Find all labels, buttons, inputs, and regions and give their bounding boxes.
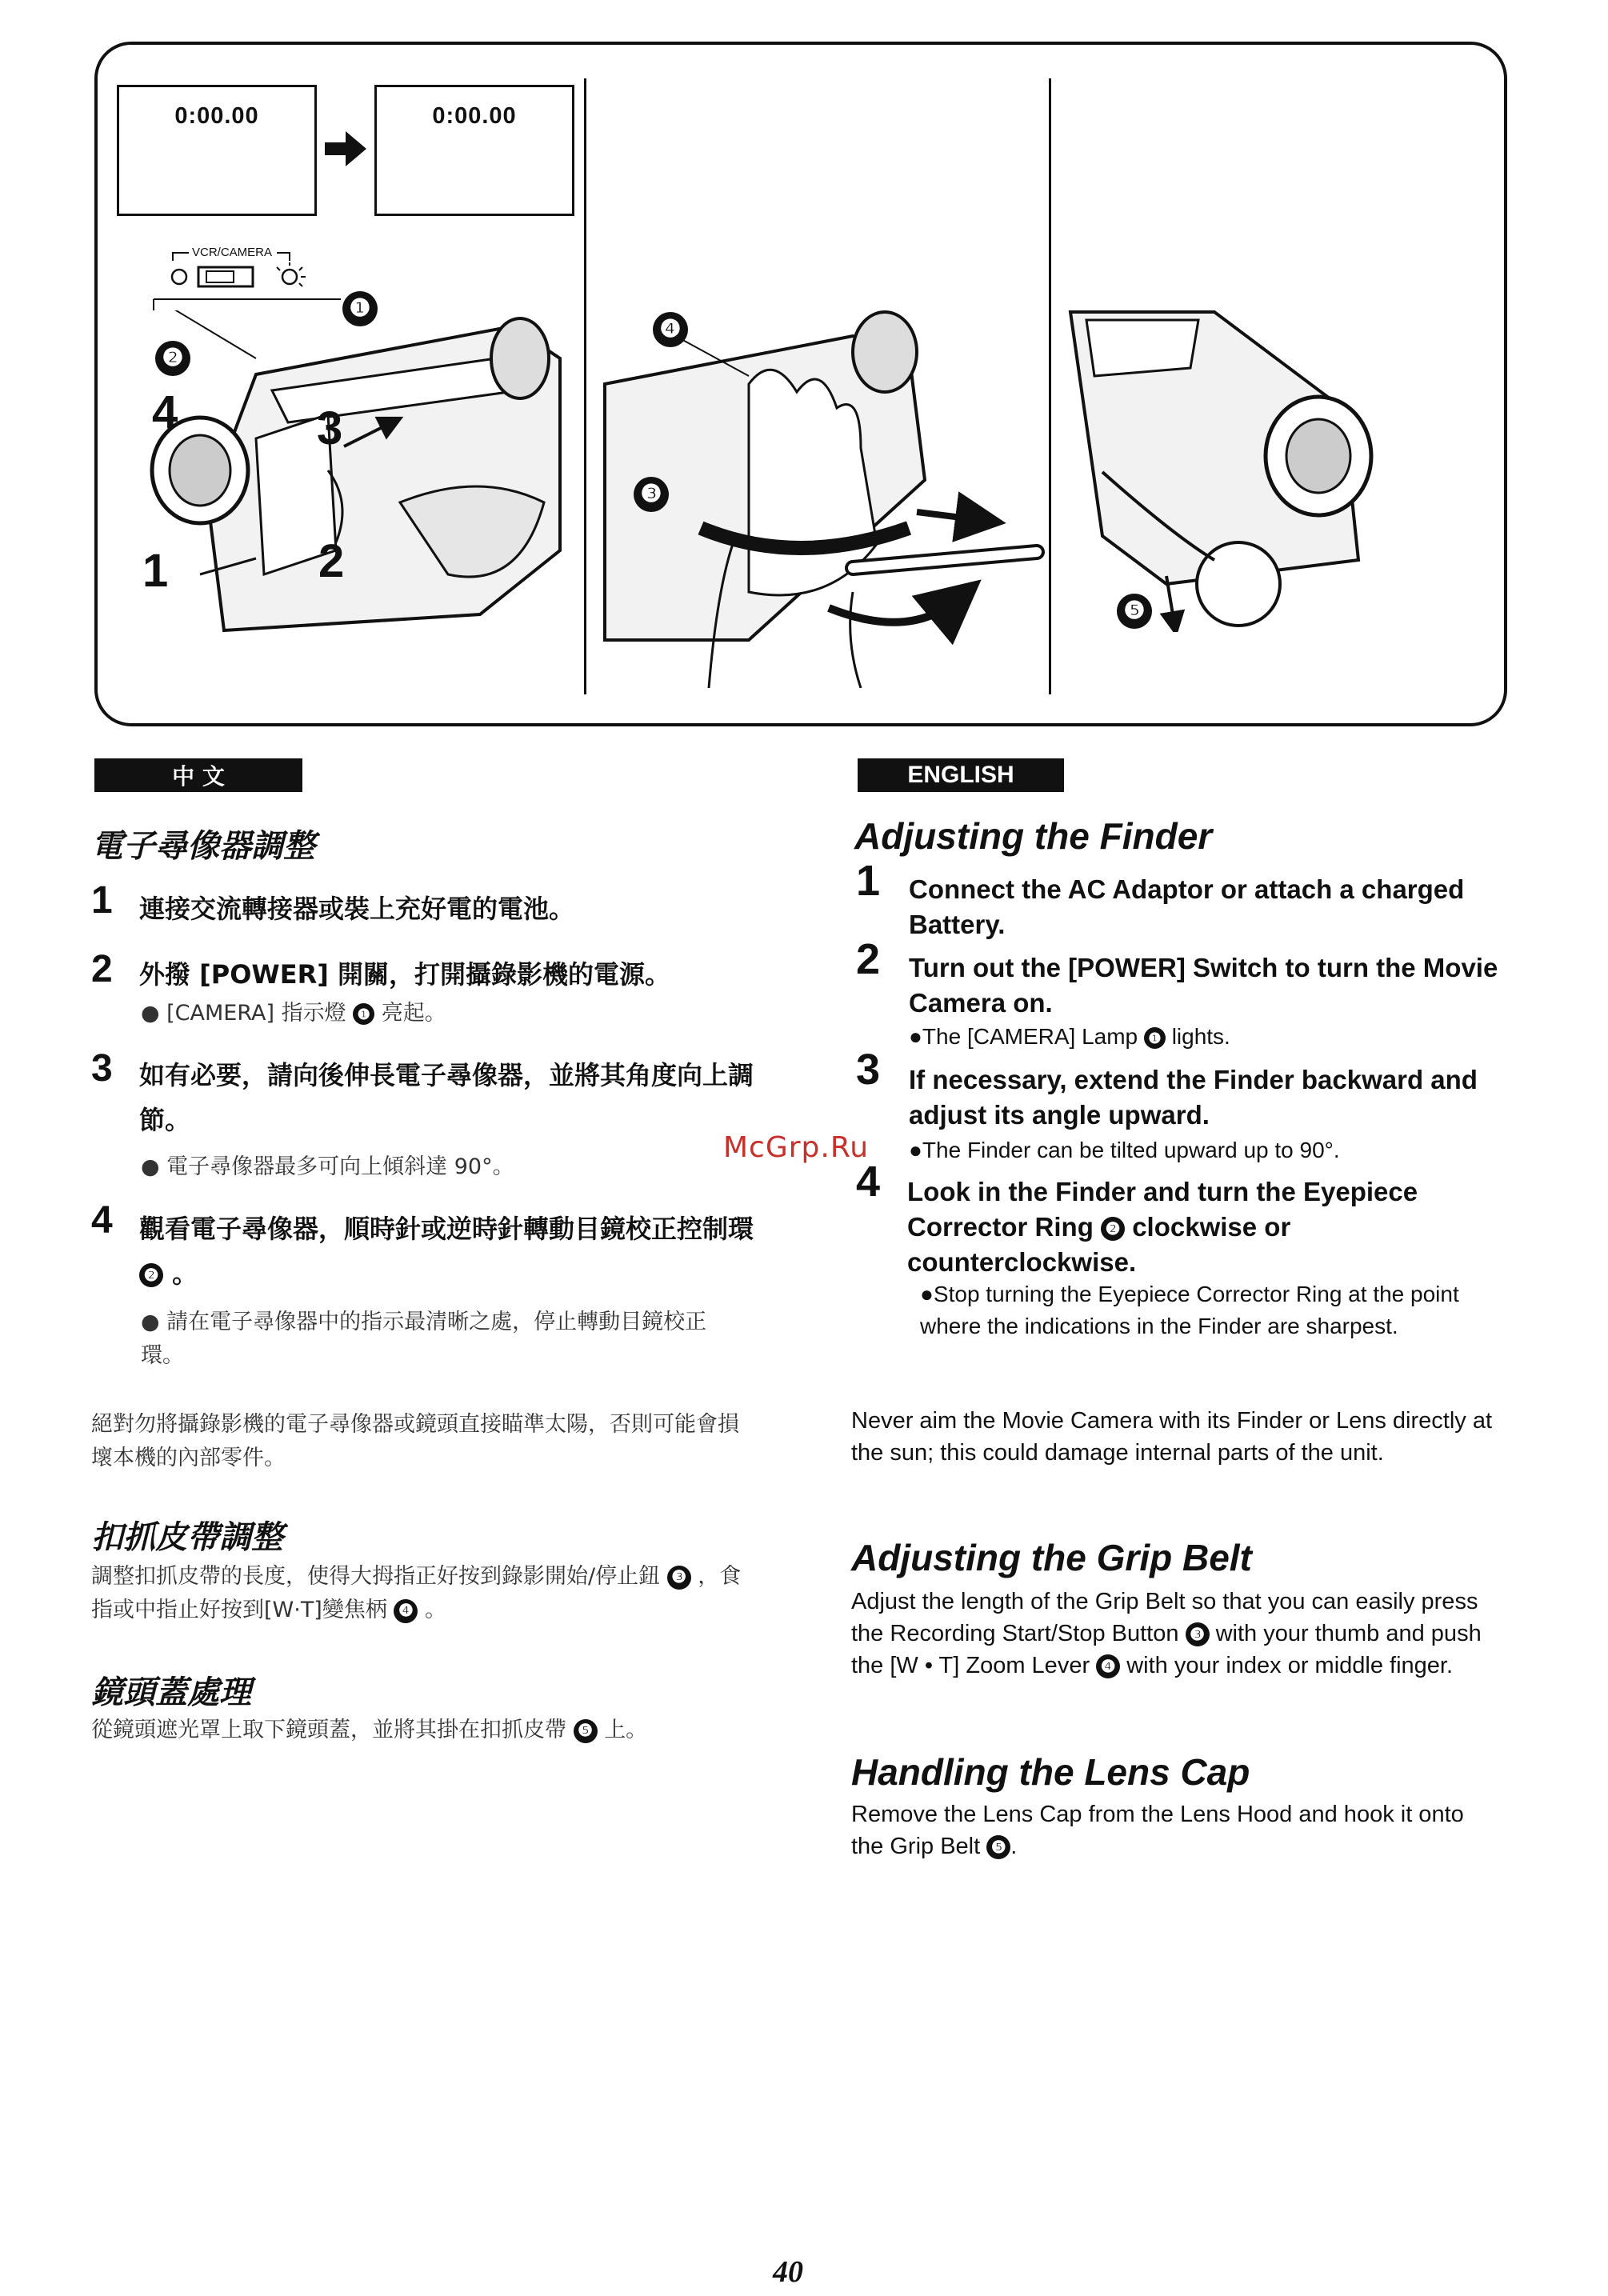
en-step2-note [909, 1021, 1501, 1053]
zh-step2-note [141, 997, 773, 1030]
en-step3-note: ●The Finder can be tilted upward up to 90°. [909, 1138, 1340, 1162]
en-step2-text: Turn out the [POWER] Switch to turn the Movie Camera on. [909, 953, 1498, 1018]
en-step4-text-a: Look in the Finder and turn the Eyepiece Corrector Ring [907, 1177, 1418, 1242]
page-number: 40 [773, 2255, 803, 2289]
en-step2-note-b: lights. [1171, 1024, 1230, 1049]
lens-cap-illustration [1054, 296, 1390, 632]
zh-cap-text-a: 從鏡頭遮光罩上取下鏡頭蓋，並將其掛在扣抓皮帶 [91, 1718, 566, 1742]
display-before [117, 85, 317, 216]
arrow-right-icon [322, 125, 370, 173]
zh-step4-text [139, 1206, 755, 1296]
zh-step3-text: 如有必要，請向後伸長電子尋像器，並將其角度向上調節。 [139, 1060, 754, 1135]
marker-step-4: 4 [152, 386, 178, 438]
callout-2-inline-en: ❷ [1101, 1217, 1125, 1241]
en-step4-text [907, 1174, 1515, 1280]
zh-step2-number: 2 [91, 948, 113, 990]
camcorder-illustration-1 [144, 310, 576, 646]
zh-step4-number: 4 [91, 1199, 113, 1242]
en-grip-text-b: with your thumb and push the [W • T] Zoom Lever [851, 1621, 1482, 1678]
callout-2-inline: ❷ [139, 1263, 163, 1287]
zh-step4-note: ● 請在電子尋像器中的指示最清晰之處，停止轉動目鏡校正環。 [141, 1310, 707, 1368]
zh-grip-text-c: 。 [425, 1598, 447, 1622]
en-step1-number: 1 [856, 857, 881, 905]
en-cap-text [851, 1798, 1499, 1862]
zh-title-grip: 扣抓皮帶調整 [91, 1519, 283, 1556]
en-grip-text [851, 1586, 1499, 1682]
callout-4-inline-en: ❹ [1096, 1654, 1120, 1678]
callout-1-inline: ❶ [353, 1003, 374, 1025]
zh-title-lens-cap: 鏡頭蓋處理 [91, 1674, 251, 1711]
en-grip-text-c: with your index or middle finger. [1126, 1653, 1454, 1678]
en-step4-text-b: clockwise or counterclockwise. [907, 1212, 1291, 1277]
panel-divider-1 [584, 78, 586, 694]
zh-step4-text-a: 觀看電子尋像器，順時針或逆時針轉動目鏡校正控制環 [139, 1214, 754, 1244]
en-cap-text-a: Remove the Lens Cap from the Lens Hood and hook it onto the Grip Belt [851, 1802, 1464, 1859]
callout-3: ❸ [634, 477, 669, 512]
callout-5-inline-en: ❺ [986, 1835, 1010, 1859]
zh-step2-note-a: ● [CAMERA] 指示燈 [141, 1001, 346, 1026]
en-step1-text: Connect the AC Adaptor or attach a charged Battery. [909, 874, 1465, 939]
en-cap-text-b: . [1010, 1834, 1018, 1859]
callout-2: ❷ [155, 341, 190, 376]
callout-1-inline-en: ❶ [1144, 1027, 1166, 1049]
en-warning: Never aim the Movie Camera with its Finder or Lens directly at the sun; this could damage internal parts of the unit. [851, 1408, 1493, 1466]
zh-step4-text-b: 。 [172, 1258, 198, 1289]
watermark: McGrp.Ru [723, 1131, 870, 1164]
marker-step-2: 2 [318, 535, 345, 587]
en-step4-number: 4 [856, 1158, 881, 1206]
en-step4-note: ●Stop turning the Eyepiece Corrector Ring at the point where the indications in the Finder are sharpest. [920, 1282, 1459, 1338]
zh-step1-text: 連接交流轉接器或裝上充好電的電池。 [139, 894, 575, 924]
panel-divider-2 [1049, 78, 1051, 694]
callout-1: ❶ [342, 291, 378, 326]
en-title-finder: Adjusting the Finder [854, 815, 1213, 857]
en-grip-text-a: Adjust the length of the Grip Belt so that you can easily press the Recording Start/Stop Button [851, 1589, 1478, 1646]
display-before-time: 0:00.00 [174, 103, 259, 129]
vcr-camera-switch [149, 242, 357, 314]
marker-step-1: 1 [142, 545, 169, 597]
zh-section-header: 中 文 [94, 758, 302, 792]
callout-4: ❹ [653, 312, 688, 347]
en-section-header: ENGLISH [858, 758, 1064, 792]
en-step2-note-a: ●The [CAMERA] Lamp [909, 1024, 1138, 1049]
display-after [374, 85, 574, 216]
callout-3-inline: ❸ [667, 1566, 691, 1590]
display-after-time: 0:00.00 [432, 103, 517, 129]
zh-title-finder: 電子尋像器調整 [91, 828, 315, 865]
en-title-grip: Adjusting the Grip Belt [851, 1537, 1252, 1578]
callout-3-inline-en: ❸ [1186, 1622, 1210, 1646]
callout-5: ❺ [1117, 594, 1152, 629]
zh-cap-text [91, 1714, 755, 1747]
marker-step-3: 3 [317, 402, 343, 454]
callout-5-inline: ❺ [574, 1719, 598, 1743]
zh-grip-text [91, 1560, 755, 1627]
switch-label: VCR/CAMERA [192, 246, 273, 259]
callout-4-inline: ❹ [394, 1599, 418, 1623]
zh-step3-number: 3 [91, 1047, 113, 1090]
en-step3-number: 3 [856, 1046, 881, 1094]
zh-warning: 絕對勿將攝錄影機的電子尋像器或鏡頭直接瞄準太陽，否則可能會損壞本機的內部零件。 [91, 1412, 739, 1470]
zh-step2-text: 外撥 [POWER] 開關，打開攝錄影機的電源。 [139, 959, 670, 990]
zh-step2-note-b: 亮起。 [381, 1001, 446, 1026]
en-step3-text: If necessary, extend the Finder backward and adjust its angle upward. [909, 1065, 1478, 1130]
zh-step1-number: 1 [91, 879, 113, 922]
zh-grip-text-a: 調整扣抓皮帶的長度，使得大拇指正好按到錄影開始/停止鈕 [91, 1564, 661, 1589]
zh-grip-text-b: ，食指或中指止好按到[W·T]變焦柄 [91, 1564, 742, 1622]
en-title-lens-cap: Handling the Lens Cap [851, 1751, 1250, 1793]
en-step2-number: 2 [856, 935, 881, 983]
zh-step3-note: ● 電子尋像器最多可向上傾斜達 90°。 [141, 1154, 514, 1179]
zh-cap-text-b: 上。 [604, 1718, 648, 1742]
